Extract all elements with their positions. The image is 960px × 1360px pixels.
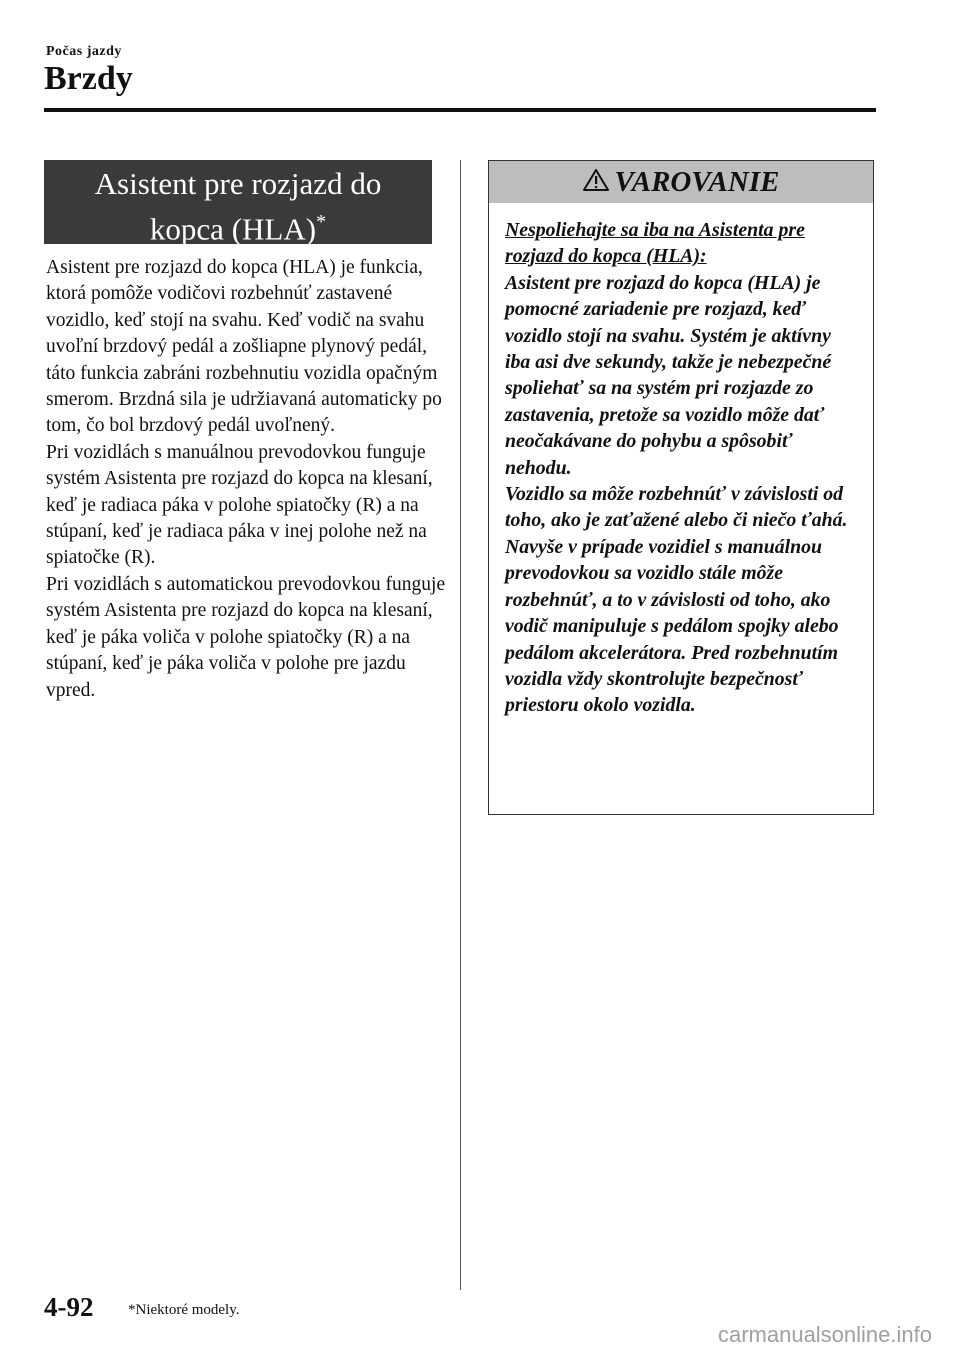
warning-paragraph: Asistent pre rozjazd do kopca (HLA) je pomocné zariadenie pre rozjazd, keď vozidlo stojí na svahu. Systém je aktívny iba asi dve sekundy, takže je nebezpečné spoliehať sa na systém pri rozjazde zo zastavenia, pretože sa vozidlo môže dať neočakávane do pohybu a spôsobiť nehodu. bbox=[505, 271, 832, 479]
warning-lead: Nespoliehajte sa iba na Asistenta pre rozjazd do kopca (HLA): bbox=[505, 219, 805, 268]
body-paragraph: Pri vozidlách s automatickou prevodovkou funguje systém Asistenta pre rozjazd do kopca na klesaní, keď je páka voliča v polohe spiatočky (R) a na stúpaní, keď je páka voliča v polohe pre jazdu vpred. bbox=[46, 573, 446, 701]
column-divider bbox=[460, 160, 461, 1290]
heading-line-2-text: kopca (HLA) bbox=[149, 211, 317, 247]
warning-body bbox=[489, 203, 873, 719]
warning-title: VAROVANIE bbox=[614, 165, 780, 198]
section-heading bbox=[44, 160, 432, 247]
chapter-title: Brzdy bbox=[44, 60, 133, 97]
heading-line-2 bbox=[44, 203, 432, 248]
body-paragraph: Asistent pre rozjazd do kopca (HLA) je funkcia, ktorá pomôže vodičovi rozbehnúť zastavené vozidlo, keď stojí na svahu. Keď vodič na svahu uvoľní brzdový pedál a zošliapne plynový pedál, táto funkcia zabráni rozbehnutiu vozidla opačným smerom. Brzdná sila je udržiavaná automaticky po tom, čo bol brzdový pedál uvoľnený. bbox=[46, 257, 442, 437]
warning-paragraph: Vozidlo sa môže rozbehnúť v závislosti od toho, ako je zaťažené alebo či niečo ťahá. Navyše v prípade vozidiel s manuálnou prevodovkou sa vozidlo stále môže rozbehnúť, a to v závislosti od toho, ako vodič manipuluje s pedálom spojky alebo pedálom akcelerátora. Pred rozbehnutím vozidla vždy skontrolujte bezpečnosť priestoru okolo vozidla. bbox=[505, 483, 848, 717]
body-text bbox=[46, 255, 446, 704]
footnote-marker: * bbox=[316, 211, 327, 233]
watermark: carmanualsonline.info bbox=[717, 1322, 932, 1347]
warning-box bbox=[488, 160, 874, 815]
warning-header bbox=[489, 161, 873, 203]
section-label: Počas jazdy bbox=[46, 44, 122, 59]
footnote: *Niektoré modely. bbox=[128, 1302, 240, 1318]
heading-line-1: Asistent pre rozjazd do bbox=[94, 166, 382, 201]
warning-triangle-icon bbox=[583, 168, 609, 197]
body-paragraph: Pri vozidlách s manuálnou prevodovkou funguje systém Asistenta pre rozjazd do kopca na klesaní, keď je radiaca páka v polohe spiatočky (R) a na stúpaní, keď je radiaca páka v inej polohe než na spiatočke (R). bbox=[46, 441, 433, 569]
page-number: 4-92 bbox=[44, 1292, 94, 1322]
header-rule bbox=[44, 108, 876, 112]
